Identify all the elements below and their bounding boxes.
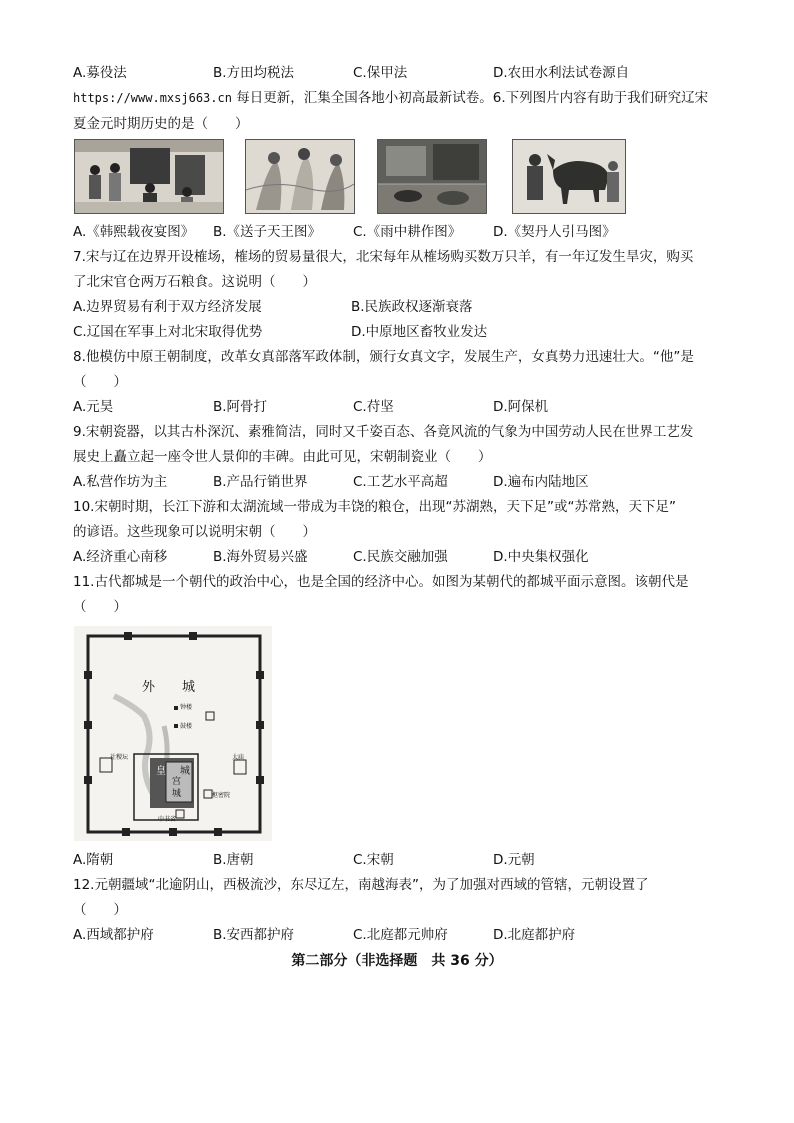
q7-option-c: C.辽国在军事上对北宋取得优势 <box>73 324 263 340</box>
q9-option-a: A.私营作坊为主 <box>73 474 168 490</box>
q11-option-d: D.元朝 <box>493 852 535 868</box>
q6-option-a: A.《韩熙载夜宴图》 <box>73 224 195 240</box>
q9-option-b: B.产品行销世界 <box>213 474 308 490</box>
painting-deity-image <box>245 139 355 214</box>
q9-option-c: C.工艺水平高超 <box>353 474 448 490</box>
q9-line2: 展史上矗立起一座令世人景仰的丰碑。由此可见，宋朝制瓷业（ ） <box>73 449 492 465</box>
q11-option-b: B.唐朝 <box>213 852 254 868</box>
map-label-taimiao: 太庙 <box>232 754 245 761</box>
q5-option-a: A.募役法 <box>73 65 127 81</box>
q7-option-a: A.边界贸易有利于双方经济发展 <box>73 299 262 315</box>
q7-line2: 了北宋官仓两万石粮食。这说明（ ） <box>73 274 316 290</box>
map-label-outer-1: 外 <box>142 680 156 695</box>
map-label-sheji: 社稷坛 <box>110 754 129 761</box>
q8-options <box>73 398 733 416</box>
q7-options-row1 <box>73 298 733 316</box>
q12-option-d: D.北庭都护府 <box>493 927 576 943</box>
q12-option-c: C.北庭都元帅府 <box>353 927 448 943</box>
map-label-outer-2: 城 <box>182 680 196 695</box>
q6-option-c: C.《雨中耕作图》 <box>353 224 462 240</box>
q10-options <box>73 548 733 566</box>
q9-line1: 9.宋朝瓷器，以其古朴深沉、素雅简洁，同时又千姿百态、各竟风流的气象为中国劳动人民在世界工艺发 <box>73 424 694 440</box>
q10-line2: 的谚语。这些现象可以说明宋朝（ ） <box>73 524 316 540</box>
capital-city-plan-map <box>74 626 272 841</box>
q6-option-b: B.《送子天王图》 <box>213 224 322 240</box>
map-label-drum-tower: 钟楼 <box>180 704 193 711</box>
q7-option-d: D.中原地区畜牧业发达 <box>351 324 488 340</box>
q7-option-b: B.民族政权逐渐衰落 <box>351 299 473 315</box>
site-line <box>73 89 708 107</box>
q11-option-c: C.宋朝 <box>353 852 394 868</box>
q12-line2: （ ） <box>73 902 127 918</box>
q11-line2: （ ） <box>73 599 127 615</box>
q9-options <box>73 473 733 491</box>
q8-option-a: A.元昊 <box>73 399 114 415</box>
painting-khitan-horse-image <box>512 139 626 214</box>
q10-option-b: B.海外贸易兴盛 <box>213 549 308 565</box>
q8-option-d: D.阿保机 <box>493 399 549 415</box>
map-label-palace-2: 城 <box>172 789 182 799</box>
site-url[interactable]: https://www.mxsj663.cn <box>73 91 232 105</box>
q5-option-b: B.方田均税法 <box>213 65 295 81</box>
q5-option-c: C.保甲法 <box>353 65 408 81</box>
q7-options-row2 <box>73 323 733 341</box>
map-label-imperial-2: 城 <box>180 766 190 777</box>
q12-options <box>73 926 733 944</box>
map-label-zhongshu: 中书省 <box>158 816 177 823</box>
q10-option-d: D.中央集权强化 <box>493 549 589 565</box>
q11-options <box>73 851 733 869</box>
painting-banquet-image <box>74 139 224 214</box>
q10-option-a: A.经济重心南移 <box>73 549 168 565</box>
q7-line1: 7.宋与辽在边界开设榷场，榷场的贸易量很大，北宋每年从榷场购买数万只羊，有一年辽发生旱灾，购买 <box>73 249 694 265</box>
q10-option-c: C.民族交融加强 <box>353 549 448 565</box>
painting-farming-image <box>377 139 487 214</box>
q8-option-b: B.阿骨打 <box>213 399 268 415</box>
map-label-bell-tower: 鼓楼 <box>180 723 193 730</box>
q12-option-a: A.西域都护府 <box>73 927 154 943</box>
q12-option-b: B.安西都护府 <box>213 927 295 943</box>
q12-line1: 12.元朝疆域“北逾阴山，西极流沙，东尽辽左，南越海表”，为了加强对西域的管辖，元朝设置了 <box>73 877 649 893</box>
q6-line1: 每日更新，汇集全国各地小初高最新试卷。6.下列图片内容有助于我们研究辽宋 <box>231 90 709 106</box>
q8-line1: 8.他模仿中原王朝制度，改革女真部落军政体制，颁行女真文字，发展生产，女真势力迅速壮大。“他”是 <box>73 349 694 365</box>
q5-option-d: D.农田水利法试卷源自 <box>493 65 630 81</box>
map-label-shumi: 枢密院 <box>212 792 231 799</box>
q6-options <box>73 223 733 241</box>
q5-options <box>73 64 733 82</box>
q9-option-d: D.遍布内陆地区 <box>493 474 589 490</box>
q10-line1: 10.宋朝时期，长江下游和太湖流域一带成为丰饶的粮仓，出现“苏湖熟，天下足”或“苏常熟，天下足” <box>73 499 676 515</box>
q8-option-c: C.苻坚 <box>353 399 394 415</box>
map-label-imperial-1: 皇 <box>156 766 166 777</box>
map-label-palace-1: 宫 <box>172 777 182 787</box>
section-title: 第二部分（非选择题 共 36 分） <box>291 953 503 969</box>
q8-line2: （ ） <box>73 374 127 390</box>
q6-option-d: D.《契丹人引马图》 <box>493 224 616 240</box>
q6-line2: 夏金元时期历史的是（ ） <box>73 116 249 132</box>
q11-option-a: A.隋朝 <box>73 852 114 868</box>
q11-line1: 11.古代都城是一个朝代的政治中心，也是全国的经济中心。如图为某朝代的都城平面示意图。该朝代是 <box>73 574 689 590</box>
